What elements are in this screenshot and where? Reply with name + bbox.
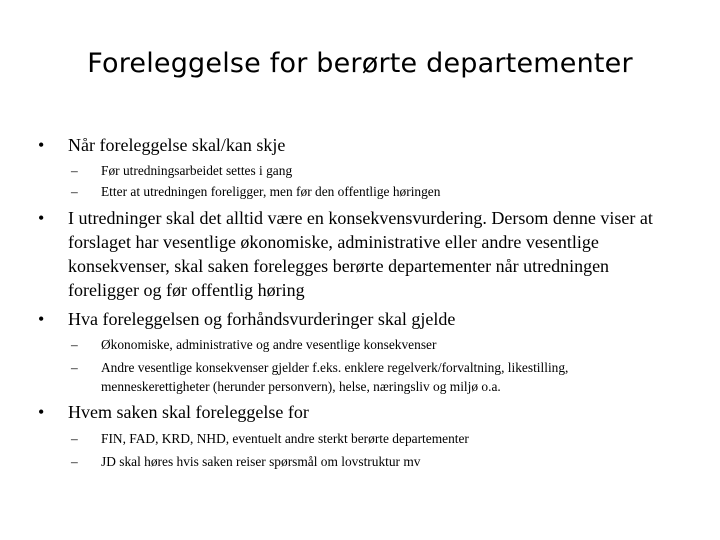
sub-bullet-text: Andre vesentlige konsekvenser gjelder f.eks. enklere regelverk/forvaltning, likestilling, menneskerettigheter (herunder personvern), helse, næringsliv og miljø o.a. bbox=[101, 360, 569, 394]
sub-bullet-text: Etter at utredningen foreligger, men før den offentlige høringen bbox=[101, 184, 441, 199]
sub-bullet-text: Før utredningsarbeidet settes i gang bbox=[101, 163, 293, 178]
bullet-icon: • bbox=[38, 208, 45, 228]
bullet-item bbox=[38, 400, 678, 424]
bullet-item bbox=[38, 206, 678, 302]
slide-title: Foreleggelse for berørte departementer bbox=[87, 48, 633, 79]
sub-bullet-text: FIN, FAD, KRD, NHD, eventuelt andre sterkt berørte departementer bbox=[101, 431, 469, 446]
dash-icon: – bbox=[71, 163, 78, 178]
bullet-icon: • bbox=[38, 135, 45, 155]
sub-bullet-text: Økonomiske, administrative og andre vesentlige konsekvenser bbox=[101, 337, 437, 352]
sub-bullet-item bbox=[71, 335, 676, 354]
bullet-icon: • bbox=[38, 402, 45, 422]
bullet-text: Når foreleggelse skal/kan skje bbox=[68, 135, 286, 155]
bullet-icon: • bbox=[38, 309, 45, 329]
bullet-text: Hvem saken skal foreleggelse for bbox=[68, 402, 309, 422]
dash-icon: – bbox=[71, 431, 78, 446]
dash-icon: – bbox=[71, 337, 78, 352]
bullet-item bbox=[38, 133, 678, 157]
sub-bullet-item bbox=[71, 161, 676, 180]
bullet-item bbox=[38, 307, 678, 331]
sub-bullet-item bbox=[71, 452, 676, 471]
bullet-text: Hva foreleggelsen og forhåndsvurderinger skal gjelde bbox=[68, 309, 456, 329]
bullet-text: I utredninger skal det alltid være en konsekvensvurdering. Dersom denne viser at forslaget har vesentlige økonomiske, administrative eller andre vesentlige konsekvenser, skal saken forelegges berørte departementer når utredningen foreligger og før offentlig høring bbox=[68, 208, 653, 300]
sub-bullet-item bbox=[71, 182, 676, 201]
dash-icon: – bbox=[71, 454, 78, 469]
sub-bullet-item bbox=[71, 358, 676, 396]
dash-icon: – bbox=[71, 360, 78, 375]
sub-bullet-item bbox=[71, 429, 676, 448]
sub-bullet-text: JD skal høres hvis saken reiser spørsmål om lovstruktur mv bbox=[101, 454, 421, 469]
dash-icon: – bbox=[71, 184, 78, 199]
